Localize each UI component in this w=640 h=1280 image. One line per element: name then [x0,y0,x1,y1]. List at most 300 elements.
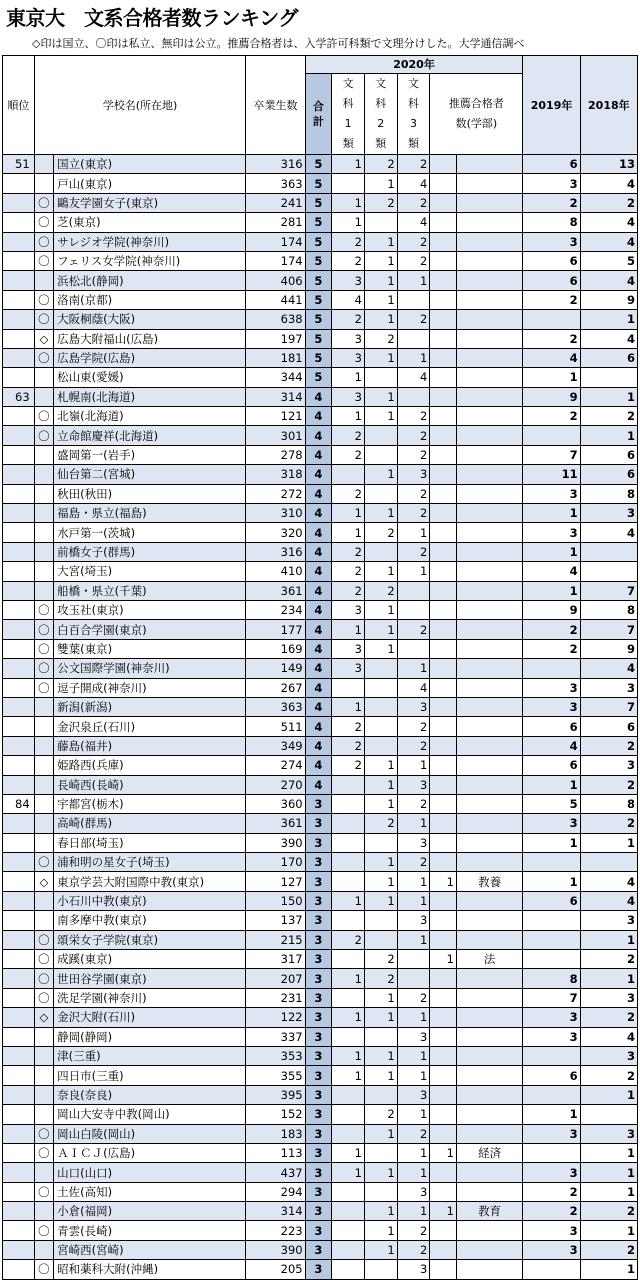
count-2018: 1 [580,1182,637,1201]
total-2020: 3 [305,1124,332,1143]
total-2020: 3 [305,794,332,813]
school-name: 雙葉(東京) [54,639,246,658]
table-row [3,155,638,174]
header-rank: 順位 [3,56,35,155]
table-row [3,775,638,794]
bunka-2-count: 1 [364,562,397,581]
count-2018: 4 [580,1027,637,1046]
bunka-3-count: 1 [397,814,430,833]
school-name: 春日部(埼玉) [54,833,246,852]
count-2019: 2 [523,639,580,658]
rank-cell [3,542,35,561]
total-2020: 5 [305,174,332,193]
bunka-2-count: 2 [364,969,397,988]
count-2019 [523,1260,580,1279]
rank-cell [3,271,35,290]
bunka-2-count: 1 [364,407,397,426]
school-name: 頌栄女子学院(東京) [54,930,246,949]
recommendation-faculty [456,251,522,270]
bunka-1-count: 1 [332,1008,365,1027]
table-row [3,639,638,658]
rank-cell [3,310,35,329]
table-row [3,930,638,949]
count-2018 [580,853,637,872]
graduates-count: 170 [246,853,305,872]
school-type-mark [34,1105,53,1124]
recommendation-faculty [456,600,522,619]
table-row [3,1221,638,1240]
graduates-count: 267 [246,678,305,697]
count-2019: 2 [523,620,580,639]
bunka-3-count: 4 [397,678,430,697]
bunka-2-count [364,911,397,930]
count-2019: 1 [523,872,580,891]
bunka-2-count: 1 [364,1008,397,1027]
graduates-count: 317 [246,950,305,969]
count-2018: 6 [580,348,637,367]
bunka-3-count [397,969,430,988]
school-type-mark [34,581,53,600]
bunka-2-count: 2 [364,814,397,833]
graduates-count: 337 [246,1027,305,1046]
rank-cell [3,1027,35,1046]
school-name: 盛岡第一(岩手) [54,445,246,464]
bunka-2-count [364,1027,397,1046]
total-2020: 5 [305,368,332,387]
rank-cell [3,465,35,484]
count-2019 [523,1143,580,1162]
count-2019: 3 [523,814,580,833]
count-2019: 3 [523,174,580,193]
table-row [3,853,638,872]
recommendation-faculty [456,310,522,329]
bunka-1-count [332,988,365,1007]
graduates-count: 390 [246,1240,305,1259]
school-name: 洗足学園(神奈川) [54,988,246,1007]
bunka-2-count: 1 [364,290,397,309]
recommendation-faculty [456,1046,522,1065]
recommendation-count [430,1260,457,1279]
school-type-mark: 〇 [34,232,53,251]
count-2018: 1 [580,833,637,852]
rank-cell [3,639,35,658]
total-2020: 4 [305,445,332,464]
bunka-2-count: 1 [364,891,397,910]
bunka-2-count: 1 [364,756,397,775]
count-2019 [523,950,580,969]
table-row [3,329,638,348]
rank-cell [3,1182,35,1201]
school-name: 金沢泉丘(石川) [54,717,246,736]
graduates-count: 410 [246,562,305,581]
count-2018: 4 [580,271,637,290]
bunka-3-count: 2 [397,1221,430,1240]
rank-cell [3,407,35,426]
count-2018: 4 [580,523,637,542]
bunka-3-count: 1 [397,756,430,775]
bunka-3-count: 2 [397,407,430,426]
total-2020: 4 [305,407,332,426]
bunka-2-count [364,445,397,464]
table-row [3,348,638,367]
school-name: 大宮(埼玉) [54,562,246,581]
bunka-3-count: 2 [397,736,430,755]
count-2018: 1 [580,1260,637,1279]
recommendation-faculty [456,814,522,833]
recommendation-faculty [456,213,522,232]
bunka-1-count: 4 [332,290,365,309]
bunka-2-count: 1 [364,1221,397,1240]
rank-cell [3,174,35,193]
count-2019: 3 [523,1163,580,1182]
total-2020: 3 [305,1085,332,1104]
bunka-1-count: 1 [332,1046,365,1065]
bunka-2-count: 1 [364,310,397,329]
school-name: 戸山(東京) [54,174,246,193]
graduates-count: 181 [246,348,305,367]
recommendation-count [430,465,457,484]
bunka-2-count [364,717,397,736]
total-2020: 3 [305,1202,332,1221]
total-2020: 4 [305,465,332,484]
bunka-3-count: 1 [397,891,430,910]
graduates-count: 310 [246,504,305,523]
rank-cell [3,814,35,833]
count-2019: 8 [523,213,580,232]
recommendation-count [430,1163,457,1182]
recommendation-faculty [456,1085,522,1104]
recommendation-faculty [456,620,522,639]
recommendation-count [430,833,457,852]
bunka-1-count: 2 [332,717,365,736]
recommendation-count [430,678,457,697]
count-2019: 6 [523,891,580,910]
bunka-3-count: 3 [397,775,430,794]
bunka-1-count [332,1182,365,1201]
graduates-count: 215 [246,930,305,949]
total-2020: 3 [305,930,332,949]
table-row [3,736,638,755]
bunka-1-count: 1 [332,891,365,910]
bunka-1-count: 2 [332,484,365,503]
recommendation-count [430,348,457,367]
school-name: 秋田(秋田) [54,484,246,503]
bunka-3-count: 4 [397,213,430,232]
recommendation-count [430,1066,457,1085]
recommendation-count [430,988,457,1007]
count-2018: 8 [580,794,637,813]
bunka-1-count [332,1240,365,1259]
school-name: 船橋・県立(千葉) [54,581,246,600]
table-row [3,717,638,736]
bunka-1-count: 2 [332,736,365,755]
graduates-count: 205 [246,1260,305,1279]
total-2020: 3 [305,1143,332,1162]
bunka-2-count: 1 [364,988,397,1007]
total-2020: 4 [305,775,332,794]
table-row [3,581,638,600]
graduates-count: 152 [246,1105,305,1124]
bunka-1-count [332,814,365,833]
recommendation-count [430,174,457,193]
count-2018: 5 [580,251,637,270]
school-type-mark [34,1066,53,1085]
school-name: 静岡(静岡) [54,1027,246,1046]
rank-cell [3,426,35,445]
table-row [3,1240,638,1259]
bunka-1-count: 2 [332,581,365,600]
rank-cell [3,872,35,891]
school-name: 仙台第二(宮城) [54,465,246,484]
bunka-1-count [332,1221,365,1240]
bunka-2-count: 1 [364,232,397,251]
table-row [3,310,638,329]
bunka-2-count: 1 [364,1163,397,1182]
table-row [3,678,638,697]
count-2018: 4 [580,891,637,910]
table-row [3,756,638,775]
rank-cell [3,1066,35,1085]
bunka-1-count: 3 [332,271,365,290]
count-2019: 3 [523,1124,580,1143]
school-name: 山口(山口) [54,1163,246,1182]
rank-cell [3,697,35,716]
bunka-1-count: 2 [332,232,365,251]
bunka-2-count [364,426,397,445]
bunka-3-count: 2 [397,155,430,174]
count-2018: 1 [580,426,637,445]
count-2019 [523,659,580,678]
graduates-count: 360 [246,794,305,813]
bunka-1-count [332,911,365,930]
school-type-mark: 〇 [34,193,53,212]
bunka-1-count [332,872,365,891]
bunka-1-count [332,174,365,193]
recommendation-faculty [456,368,522,387]
bunka-2-count [364,484,397,503]
rank-cell [3,290,35,309]
bunka-2-count [364,542,397,561]
total-2020: 3 [305,1008,332,1027]
bunka-2-count: 2 [364,950,397,969]
school-type-mark: 〇 [34,1124,53,1143]
recommendation-count [430,232,457,251]
count-2019: 6 [523,756,580,775]
table-row [3,562,638,581]
school-type-mark [34,271,53,290]
bunka-2-count: 1 [364,872,397,891]
bunka-1-count: 1 [332,407,365,426]
school-name: 広島学院(広島) [54,348,246,367]
school-name: 成蹊(東京) [54,950,246,969]
rank-cell [3,1221,35,1240]
bunka-2-count [364,1085,397,1104]
count-2019: 2 [523,407,580,426]
table-row [3,542,638,561]
bunka-3-count: 1 [397,562,430,581]
count-2018: 1 [580,387,637,406]
school-type-mark: 〇 [34,251,53,270]
school-type-mark [34,814,53,833]
bunka-1-count [332,1260,365,1279]
school-name: 四日市(三重) [54,1066,246,1085]
school-name: 攻玉社(東京) [54,600,246,619]
bunka-2-count [364,736,397,755]
rank-cell [3,1085,35,1104]
table-row [3,988,638,1007]
bunka-3-count: 1 [397,1202,430,1221]
bunka-2-count: 1 [364,504,397,523]
graduates-count: 127 [246,872,305,891]
recommendation-faculty [456,581,522,600]
school-name: ＡＩＣＪ(広島) [54,1143,246,1162]
total-2020: 3 [305,1066,332,1085]
recommendation-faculty [456,465,522,484]
bunka-3-count: 3 [397,465,430,484]
bunka-1-count: 1 [332,155,365,174]
total-2020: 3 [305,1027,332,1046]
recommendation-count [430,193,457,212]
graduates-count: 177 [246,620,305,639]
graduates-count: 355 [246,1066,305,1085]
count-2019: 3 [523,678,580,697]
count-2018: 3 [580,1046,637,1065]
count-2019: 4 [523,562,580,581]
recommendation-faculty [456,562,522,581]
recommendation-count [430,310,457,329]
bunka-3-count [397,387,430,406]
bunka-1-count: 1 [332,1143,365,1162]
recommendation-faculty [456,1260,522,1279]
total-2020: 4 [305,717,332,736]
recommendation-count [430,620,457,639]
count-2019: 6 [523,155,580,174]
graduates-count: 316 [246,155,305,174]
school-name: 南多摩中教(東京) [54,911,246,930]
recommendation-faculty [456,930,522,949]
header-total: 合計 [305,74,332,155]
recommendation-faculty [456,639,522,658]
count-2018: 6 [580,465,637,484]
graduates-count: 353 [246,1046,305,1065]
bunka-1-count [332,678,365,697]
table-row [3,1085,638,1104]
bunka-1-count [332,1202,365,1221]
recommendation-count [430,407,457,426]
bunka-3-count: 2 [397,193,430,212]
rank-cell [3,445,35,464]
school-name: 姫路西(兵庫) [54,756,246,775]
graduates-count: 274 [246,756,305,775]
school-type-mark: ◇ [34,329,53,348]
graduates-count: 272 [246,484,305,503]
bunka-2-count: 1 [364,853,397,872]
table-row [3,1202,638,1221]
count-2018 [580,1105,637,1124]
bunka-3-count [397,600,430,619]
school-type-mark [34,1046,53,1065]
graduates-count: 231 [246,988,305,1007]
count-2019 [523,853,580,872]
table-row [3,1008,638,1027]
table-row [3,174,638,193]
school-type-mark: 〇 [34,1143,53,1162]
school-type-mark: 〇 [34,213,53,232]
table-row [3,251,638,270]
table-row [3,872,638,891]
total-2020: 3 [305,911,332,930]
rank-cell: 51 [3,155,35,174]
recommendation-faculty [456,290,522,309]
rank-cell [3,833,35,852]
total-2020: 4 [305,600,332,619]
school-type-mark: 〇 [34,853,53,872]
count-2018: 1 [580,969,637,988]
bunka-3-count: 4 [397,174,430,193]
bunka-2-count: 2 [364,155,397,174]
rank-cell [3,329,35,348]
table-row [3,814,638,833]
recommendation-count: 1 [430,1143,457,1162]
rank-cell [3,969,35,988]
school-type-mark: 〇 [34,930,53,949]
count-2019: 3 [523,1240,580,1259]
total-2020: 4 [305,562,332,581]
rank-cell [3,1202,35,1221]
count-2018: 1 [580,1085,637,1104]
total-2020: 3 [305,891,332,910]
count-2019: 2 [523,329,580,348]
bunka-3-count [397,329,430,348]
total-2020: 3 [305,988,332,1007]
bunka-1-count: 1 [332,1163,365,1182]
school-type-mark [34,1163,53,1182]
recommendation-count [430,155,457,174]
table-row [3,1066,638,1085]
recommendation-faculty [456,484,522,503]
graduates-count: 511 [246,717,305,736]
total-2020: 3 [305,1240,332,1259]
table-row [3,600,638,619]
recommendation-count [430,659,457,678]
bunka-3-count: 1 [397,1143,430,1162]
graduates-count: 395 [246,1085,305,1104]
graduates-count: 113 [246,1143,305,1162]
graduates-count: 316 [246,542,305,561]
bunka-2-count: 1 [364,1240,397,1259]
school-name: 藤島(福井) [54,736,246,755]
school-name: 長崎西(長崎) [54,775,246,794]
rank-cell [3,1143,35,1162]
bunka-2-count: 1 [364,620,397,639]
graduates-count: 270 [246,775,305,794]
bunka-1-count: 1 [332,697,365,716]
recommendation-faculty [456,1240,522,1259]
recommendation-faculty [456,1105,522,1124]
school-type-mark: 〇 [34,639,53,658]
school-name: 新潟(新潟) [54,697,246,716]
school-name: 浦和明の星女子(埼玉) [54,853,246,872]
bunka-1-count [332,950,365,969]
total-2020: 4 [305,523,332,542]
bunka-3-count: 2 [397,426,430,445]
school-type-mark: 〇 [34,678,53,697]
recommendation-count [430,290,457,309]
bunka-3-count: 3 [397,697,430,716]
school-type-mark: 〇 [34,407,53,426]
bunka-2-count: 1 [364,794,397,813]
recommendation-count [430,484,457,503]
